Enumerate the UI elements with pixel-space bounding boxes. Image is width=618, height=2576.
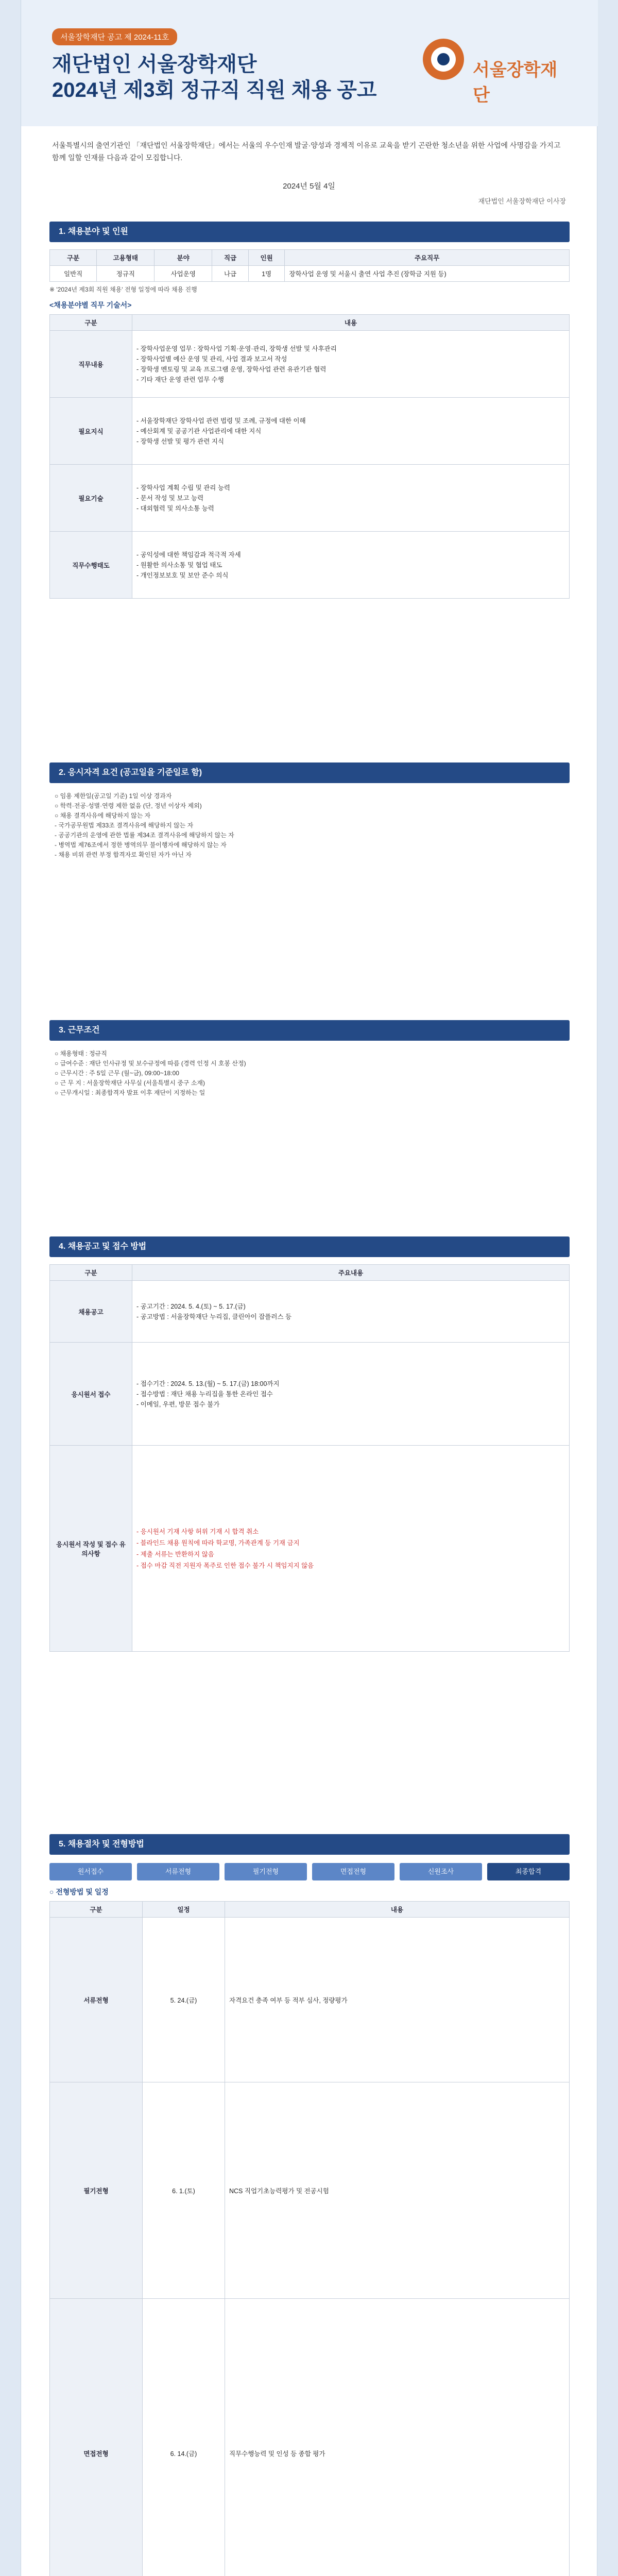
row-label: 면접전형 <box>50 2299 143 2576</box>
table-row <box>50 1446 570 1652</box>
conditions-list <box>55 1049 564 1098</box>
row-label: 필요기술 <box>50 465 132 532</box>
flow-step: 신원조사 <box>400 1863 482 1880</box>
row-label: 필요지식 <box>50 398 132 465</box>
row-label: 필기전형 <box>50 2082 143 2299</box>
cell: 정규직 <box>97 266 154 282</box>
job-desc-table <box>49 314 570 599</box>
table-row <box>50 532 570 599</box>
notice-tag: 서울장학재단 공고 제 2024-11호 <box>52 28 177 45</box>
col-duty: 주요직무 <box>285 250 570 266</box>
section-5 <box>49 1834 570 2576</box>
col-grade: 직급 <box>212 250 249 266</box>
hero-banner <box>21 0 598 126</box>
cell: 직무수행능력 및 인성 등 종합 평가 <box>225 2299 570 2576</box>
list-item: ○ 근 무 지 : 서울장학재단 사무실 (서울특별시 중구 소재) <box>55 1079 205 1087</box>
schedule-table <box>49 1901 570 2576</box>
signer: 재단법인 서울장학재단 이사장 <box>478 197 566 205</box>
title-line-1: 재단법인 서울장학재단 <box>52 53 257 76</box>
section-2-title: 2. 응시자격 요건 (공고일을 기준일로 함) <box>49 762 570 783</box>
row-content: - 공고기간 : 2024. 5. 4.(토) ~ 5. 17.(금) - 공고방법 : 서울장학재단 누리집, 클린아이 잡플러스 등 <box>132 1281 570 1343</box>
list-item: - 병역법 제76조에서 정한 병역의무 불이행자에 해당하지 않는 자 <box>55 841 227 849</box>
table-row <box>50 331 570 398</box>
col-field: 분야 <box>154 250 212 266</box>
schedule-title: ○ 전형방법 및 일정 <box>49 1888 109 1896</box>
section-4 <box>49 1236 570 1652</box>
flow-step: 원서접수 <box>49 1863 132 1880</box>
table-row <box>50 465 570 532</box>
recruit-table <box>49 249 570 282</box>
flow-step: 필기전형 <box>225 1863 307 1880</box>
cell: 6. 14.(금) <box>143 2299 225 2576</box>
list-item: ○ 채용형태 : 정규직 <box>55 1050 107 1057</box>
cell: 1명 <box>248 266 285 282</box>
table-row <box>50 398 570 465</box>
table-row <box>50 2082 570 2299</box>
cell: 일반직 <box>50 266 97 282</box>
logo-emblem-icon <box>415 31 472 88</box>
list-item: ○ 근무개시일 : 최종합격자 발표 이후 재단이 지정하는 일 <box>55 1089 205 1096</box>
col-content: 내용 <box>225 1902 570 1918</box>
logo-text: 서울장학재단 <box>473 60 558 105</box>
section-2 <box>49 762 570 868</box>
table-row <box>50 1343 570 1446</box>
row-content: - 접수기간 : 2024. 5. 13.(월) ~ 5. 17.(금) 18:00까지 - 접수방법 : 재단 채용 누리집을 통한 온라인 접수 - 이메일, 우편, 방문 접수 불가 <box>132 1343 570 1446</box>
col-employment: 고용형태 <box>97 250 154 266</box>
row-label: 채용공고 <box>50 1281 132 1343</box>
page <box>21 0 597 2576</box>
table-row <box>50 2299 570 2576</box>
section-3 <box>49 1020 570 1106</box>
cell: 사업운영 <box>154 266 212 282</box>
list-item: - 채용 비위 관련 부정 합격자로 확인된 자가 아닌 자 <box>55 851 192 858</box>
section-1-title: 1. 채용분야 및 인원 <box>49 222 570 242</box>
row-content: - 장학사업 계획 수립 및 관리 능력 - 문서 작성 및 보고 능력 - 대외협력 및 의사소통 능력 <box>132 465 570 532</box>
cell: NCS 직업기초능력평가 및 전공시험 <box>225 2082 570 2299</box>
cell: 자격요건 충족 여부 등 적부 심사, 정량평가 <box>225 1918 570 2082</box>
flow-step: 최종합격 <box>487 1863 570 1880</box>
row-content: - 공익성에 대한 책임감과 적극적 자세 - 원활한 의사소통 및 협업 태도 - 개인정보보호 및 보안 준수 의식 <box>132 532 570 599</box>
cell: 5. 24.(금) <box>143 1918 225 2082</box>
table-header-row <box>50 250 570 266</box>
row-content: - 장학사업운영 업무 : 장학사업 기획·운영·관리, 장학생 선발 및 사후관리 - 장학사업별 예산 운영 및 관리, 사업 결과 보고서 작성 - 장학생 멘토링 및 교육 프로그램 운영, 장학사업 관련 유관기관 협력 - 기타 재단 운영 관련 업무 수행 <box>132 331 570 398</box>
cell: 나급 <box>212 266 249 282</box>
flow-step: 면접전형 <box>312 1863 394 1880</box>
col-category: 구분 <box>50 1265 132 1281</box>
col-type: 구분 <box>50 250 97 266</box>
flow-step: 서류전형 <box>137 1863 219 1880</box>
row-label: 직무내용 <box>50 331 132 398</box>
title-line-2: 2024년 제3회 정규직 직원 채용 공고 <box>52 79 377 101</box>
recruit-note: ※ '2024년 제3회 직원 채용' 전형 일정에 따라 채용 진행 <box>49 286 197 293</box>
col-count: 인원 <box>248 250 285 266</box>
list-item: - 국가공무원법 제33조 결격사유에 해당하지 않는 자 <box>55 822 194 829</box>
section-3-title: 3. 근무조건 <box>49 1020 570 1041</box>
list-item: ○ 학력·전공·성별·연령 제한 없음 (단, 정년 이상자 제외) <box>55 802 202 809</box>
col-date: 일정 <box>143 1902 225 1918</box>
row-content: - 서울장학재단 장학사업 관련 법령 및 조례, 규정에 대한 이해 - 예산회계 및 공공기관 사업관리에 대한 지식 - 장학생 선발 및 평가 관련 지식 <box>132 398 570 465</box>
row-label: 직무수행태도 <box>50 532 132 599</box>
table-row <box>50 266 570 282</box>
application-table <box>49 1264 570 1652</box>
row-label: 응시원서 작성 및 접수 유의사항 <box>50 1446 132 1652</box>
table-row <box>50 1918 570 2082</box>
section-5-title: 5. 채용절차 및 전형방법 <box>49 1834 570 1855</box>
section-4-title: 4. 채용공고 및 접수 방법 <box>49 1236 570 1257</box>
cell: 장학사업 운영 및 서울시 출연 사업 추진 (장학금 지원 등) <box>285 266 570 282</box>
list-item: - 공공기관의 운영에 관한 법률 제34조 결격사유에 해당하지 않는 자 <box>55 832 234 839</box>
list-item: ○ 임용 제한일(공고일 기준) 1일 이상 경과자 <box>55 792 172 800</box>
list-item: ○ 급여수준 : 재단 인사규정 및 보수규정에 따름 (경력 인정 시 호봉 산정) <box>55 1060 246 1067</box>
page-title <box>52 52 376 103</box>
section-1 <box>49 222 570 599</box>
logo <box>415 31 570 105</box>
table-row <box>50 1281 570 1343</box>
row-label: 서류전형 <box>50 1918 143 2082</box>
eligibility-list <box>55 791 564 860</box>
row-content: - 응시원서 기재 사항 허위 기재 시 합격 취소 - 블라인드 채용 원칙에 따라 학교명, 가족관계 등 기재 금지 - 제출 서류는 반환하지 않음 - 접수 마감 직전 지원자 폭주로 인한 접수 불가 시 책임지지 않음 <box>132 1446 570 1652</box>
announce-date: 2024년 5월 4일 <box>283 182 335 191</box>
col-stage: 구분 <box>50 1902 143 1918</box>
list-item: ○ 채용 결격사유에 해당하지 않는 자 <box>55 812 151 819</box>
col-content: 주요내용 <box>132 1265 570 1281</box>
row-label: 응시원서 접수 <box>50 1343 132 1446</box>
cell: 6. 1.(토) <box>143 2082 225 2299</box>
list-item: ○ 근무시간 : 주 5일 근무 (월~금), 09:00~18:00 <box>55 1070 179 1077</box>
process-flow <box>49 1863 570 1880</box>
col-category: 구분 <box>50 315 132 331</box>
job-desc-title: <채용분야별 직무 기술서> <box>49 301 132 309</box>
col-content: 내용 <box>132 315 570 331</box>
intro-paragraph: 서울특별시의 출연기관인 「재단법인 서울장학재단」에서는 서울의 우수인재 발굴·양성과 경제적 이유로 교육을 받기 곤란한 청소년을 위한 사업에 사명감을 가지고 함께 일할 인재를 다음과 같이 모집합니다. <box>52 141 561 162</box>
